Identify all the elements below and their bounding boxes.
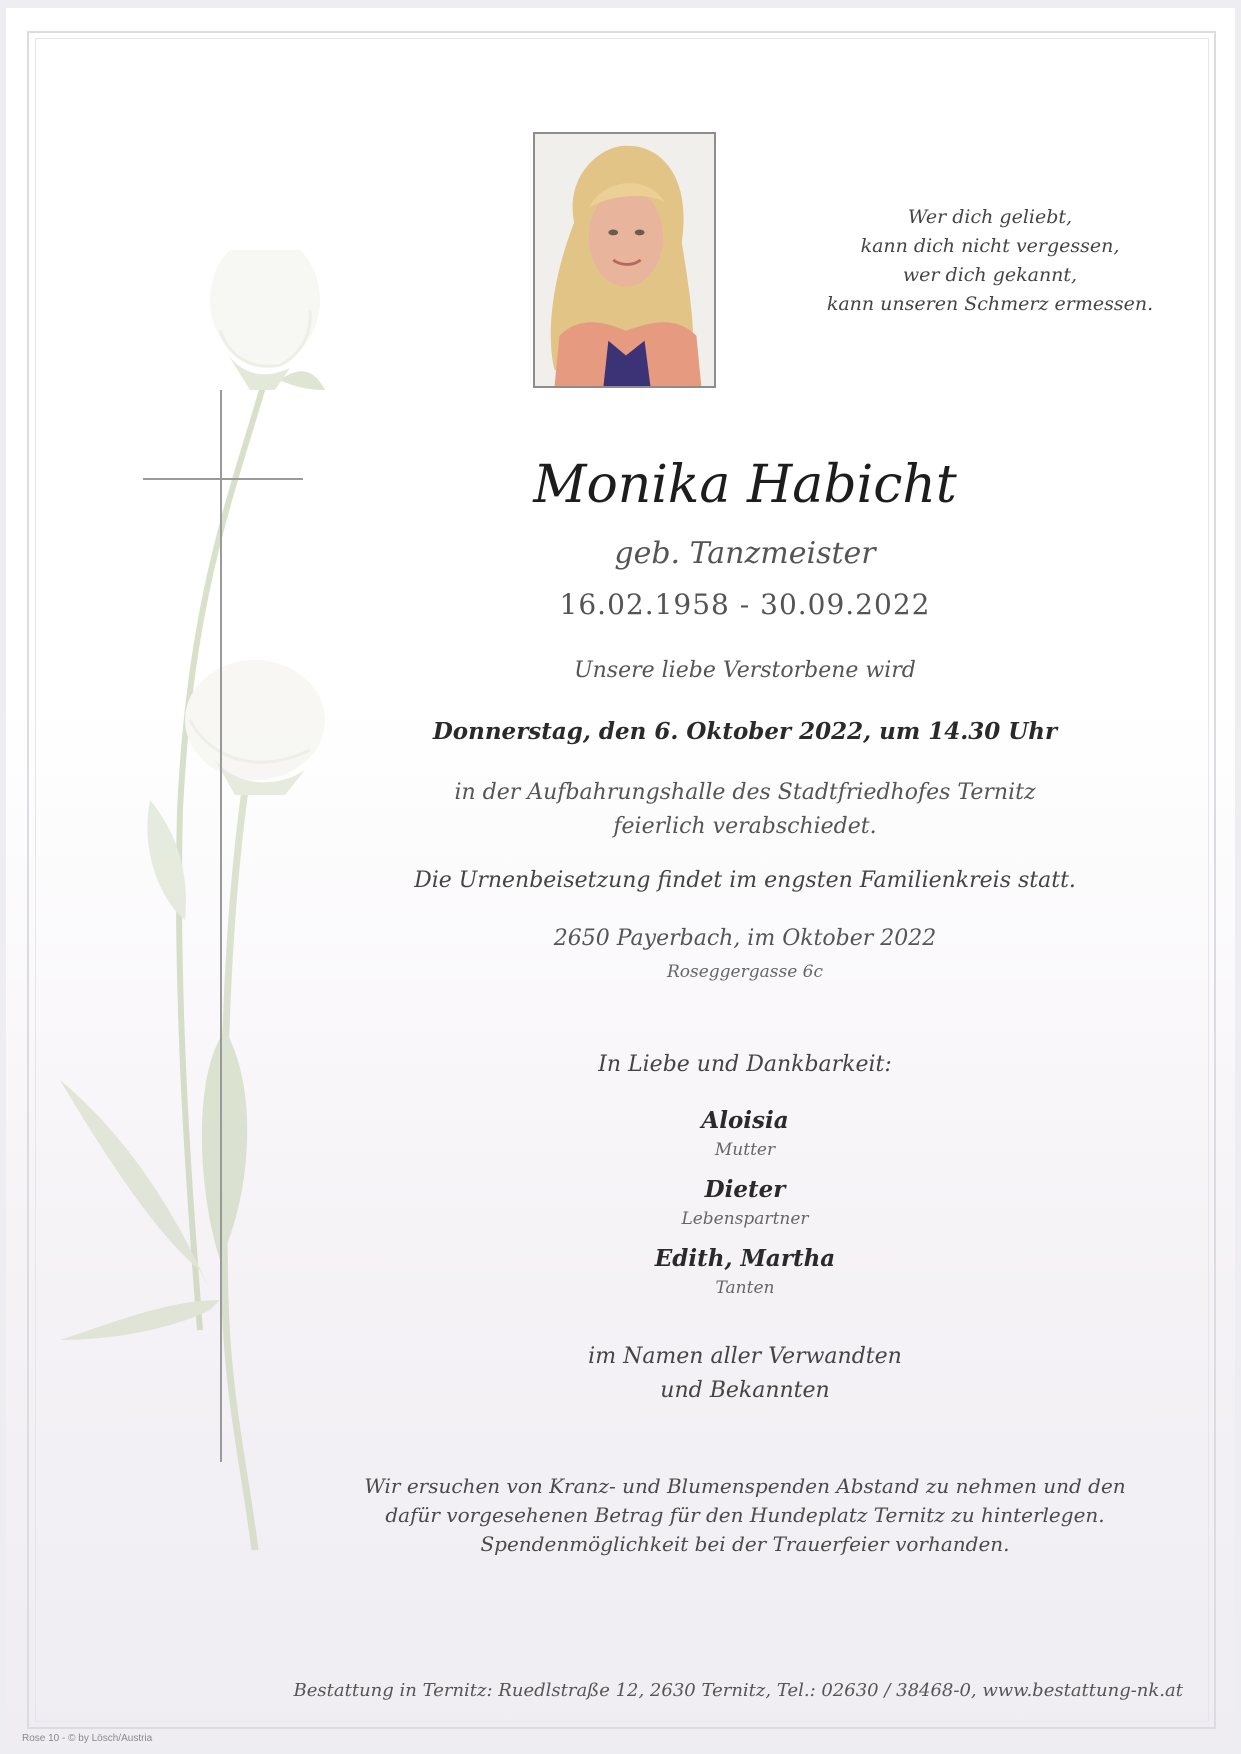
mourner-entry bbox=[560, 1104, 930, 1173]
rose-illustration bbox=[50, 250, 380, 1570]
portrait-photo bbox=[533, 132, 716, 388]
donation-request bbox=[360, 1472, 1130, 1559]
mourners-list bbox=[560, 1104, 930, 1311]
memorial-verse bbox=[800, 203, 1180, 319]
location-line: feierlich verabschiedet. bbox=[613, 814, 877, 839]
verse-line: kann dich nicht vergessen, bbox=[860, 235, 1120, 257]
ceremony-datetime: Donnerstag, den 6. Oktober 2022, um 14.30 Uhr bbox=[432, 718, 1058, 745]
verse-line: Wer dich geliebt, bbox=[907, 206, 1073, 228]
mourner-entry bbox=[560, 1242, 930, 1311]
mourner-relation: Lebenspartner bbox=[681, 1209, 809, 1229]
mourner-entry bbox=[560, 1173, 930, 1242]
mourner-name: Aloisia bbox=[701, 1107, 789, 1134]
mourner-name: Edith, Martha bbox=[654, 1245, 836, 1272]
life-dates: 16.02.1958 - 30.09.2022 bbox=[559, 588, 931, 621]
mourner-relation: Tanten bbox=[715, 1278, 775, 1298]
verse-line: kann unseren Schmerz ermessen. bbox=[826, 293, 1154, 315]
ceremony-intro: Unsere liebe Verstorbene wird bbox=[574, 658, 916, 683]
closing-lines bbox=[360, 1340, 1130, 1408]
urn-burial-notice: Die Urnenbeisetzung findet im engsten Familienkreis statt. bbox=[414, 868, 1076, 893]
maiden-name: geb. Tanzmeister bbox=[614, 536, 876, 571]
request-line: Spendenmöglichkeit bei der Trauerfeier vorhanden. bbox=[480, 1532, 1010, 1556]
closing-line: und Bekannten bbox=[660, 1378, 830, 1403]
mourner-name: Dieter bbox=[704, 1176, 786, 1203]
cross-horizontal-bar bbox=[143, 478, 303, 480]
ceremony-location bbox=[360, 776, 1130, 844]
verse-line: wer dich gekannt, bbox=[902, 264, 1078, 286]
place-and-date: 2650 Payerbach, im Oktober 2022 bbox=[553, 926, 937, 951]
mourner-relation: Mutter bbox=[714, 1140, 776, 1160]
cross-vertical-bar bbox=[220, 390, 222, 1462]
closing-line: im Namen aller Verwandten bbox=[588, 1344, 902, 1369]
request-line: dafür vorgesehenen Betrag für den Hundeplatz Ternitz zu hinterlegen. bbox=[385, 1503, 1105, 1527]
image-credit: Rose 10 - © by Lösch/Austria bbox=[22, 1733, 153, 1744]
request-line: Wir ersuchen von Kranz- und Blumenspenden Abstand zu nehmen und den bbox=[364, 1474, 1126, 1498]
deceased-name: Monika Habicht bbox=[533, 455, 957, 515]
street-address: Roseggergasse 6c bbox=[666, 962, 824, 982]
thanks-heading: In Liebe und Dankbarkeit: bbox=[598, 1052, 892, 1077]
location-line: in der Aufbahrungshalle des Stadtfriedhofes Ternitz bbox=[454, 780, 1036, 805]
funeral-home-footer: Bestattung in Ternitz: Ruedlstraße 12, 2630 Ternitz, Tel.: 02630 / 38468-0, www.bestattung-nk.at bbox=[293, 1680, 1183, 1701]
